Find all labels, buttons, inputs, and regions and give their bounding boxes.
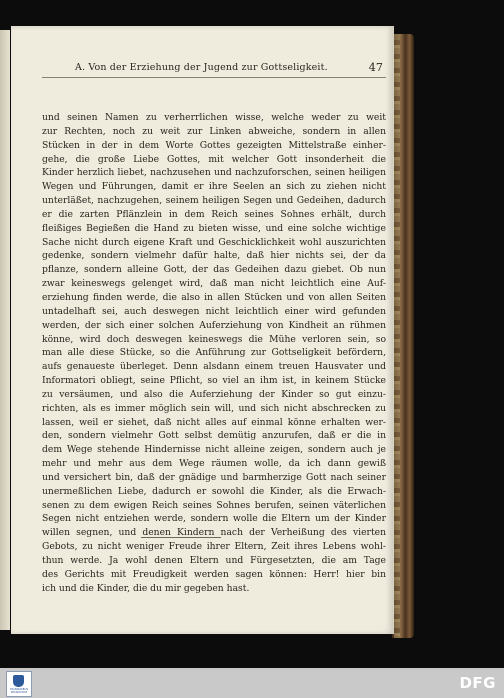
- text-line: er die zarten Pflänzlein in dem Reich seines Sohnes erhält, durch: [42, 208, 386, 220]
- text-line: senen zu dem ewigen Reich seines Sohnes berufen, seinen väterlichen: [42, 499, 386, 511]
- text-line: und versichert bin, daß der gnädige und barmherzige Gott nach seiner: [42, 471, 386, 483]
- text-line: zu versäumen, und also die Auferziehung der Kinder so gut einzu-: [42, 388, 386, 400]
- text-line: Wegen und Führungen, damit er ihre Seelen an sich zu ziehen nicht: [42, 181, 386, 193]
- text-line: gehe, die große Liebe Gottes, mit welcher Gott insonderheit die: [42, 153, 386, 165]
- text-line: erziehung finden werde, die also in allen Stücken und von allen Seiten: [42, 291, 386, 303]
- text-line: könne, wird doch deswegen keineswegs die Mühe verloren sein, so: [42, 333, 386, 345]
- footer-bar: [0, 668, 504, 698]
- text-line: und seinen Namen zu verherrlichen wisse, welche weder zu weit: [42, 112, 386, 123]
- text-line: des Gerichts mit Freudigkeit werden sagen können: Herr! hier bin: [42, 568, 386, 580]
- text-line: untadelhaft sei, auch deswegen nicht leichtlich einer wird gefunden: [42, 305, 386, 317]
- text-line: dem Wege stehende Hindernisse nicht alleine zeigen, sondern auch je: [42, 444, 386, 456]
- body-text: [42, 111, 386, 596]
- text-line: Gebots, zu nicht weniger Freude ihrer Eltern, Zeit ihres Lebens wohl-: [42, 541, 386, 553]
- text-line: fleißiges Begießen die Hand zu bieten wisse, und eine solche wichtige: [42, 222, 386, 234]
- text-line: den, sondern vielmehr Gott selbst demütig anzurufen, daß er die in: [42, 430, 386, 442]
- text-line: Stücken in der in dem Worte Gottes gezeigten Mittelstraße einher-: [42, 139, 386, 151]
- text-line: ich und die Kinder, die du mir gegeben hast.: [42, 582, 250, 594]
- text-line: richten, als es immer möglich sein will, und sich nicht abschrecken zu: [42, 402, 386, 414]
- running-head: [75, 58, 383, 76]
- text-line: Sache nicht durch eigene Kraft und Geschicklichkeit wohl auszurichten: [42, 236, 386, 248]
- spine-band: [394, 34, 400, 638]
- text-line: werden, der sich einer solchen Auferziehung von Kindheit an rühmen: [42, 319, 386, 331]
- text-line: pflanze, sondern alleine Gott, der das Gedeihen dazu giebet. Ob nun: [42, 264, 386, 276]
- closing-rule: [141, 537, 221, 538]
- library-emblem-icon: [13, 675, 24, 687]
- text-line: Kinder herzlich liebet, nachzusehen und nachzuforschen, seinen heiligen: [42, 167, 386, 179]
- text-line: lassen, weil er siehet, daß nicht alles auf einmal könne erhalten wer-: [42, 416, 386, 428]
- page-number: 47: [368, 61, 383, 74]
- text-line: willen segnen, und denen Kindern nach der Verheißung des vierten: [42, 527, 386, 539]
- text-line: Informatori obliegt, seine Pflicht, so viel an ihm ist, in keinem Stücke: [42, 375, 386, 387]
- text-line: zur Rechten, noch zu weit zur Linken abweiche, sondern in allen: [42, 125, 386, 137]
- library-logo-text: TRANSKRIBUS WIKISOURCE: [9, 688, 29, 694]
- dfg-logo[interactable]: DFG: [459, 674, 496, 692]
- text-line: mehr und mehr aus dem Wege räumen wolle, da ich dann gewiß: [42, 458, 386, 470]
- text-line: Segen nicht entziehen werde, sondern wolle die Eltern um der Kinder: [42, 513, 386, 525]
- text-line: unterläßet, nachzugehen, seinem heiligen Segen und Gedeihen, dadurch: [42, 195, 386, 207]
- left-page-edge: [0, 30, 10, 630]
- text-line: gedenke, sondern vielmehr dafür halte, daß hier nichts sei, der da: [42, 250, 386, 262]
- text-line: zwar keineswegs gelenget wird, daß man nicht leichtlich eine Auf-: [42, 278, 386, 290]
- running-title: A. Von der Erziehung der Jugend zur Gottseligkeit.: [75, 62, 328, 73]
- library-logo[interactable]: [6, 671, 32, 697]
- book-page: [11, 26, 393, 634]
- text-line: man alle diese Stücke, so die Anführung zur Gottseligkeit befördern,: [42, 347, 386, 359]
- header-rule: [42, 77, 386, 78]
- text-line: thun werde. Ja wohl denen Eltern und Fürgesetzten, die am Tage: [42, 555, 386, 566]
- text-line: unermeßlichen Liebe, dadurch er sowohl die Kinder, als die Erwach-: [42, 485, 386, 497]
- text-line: aufs genaueste überleget. Denn alsdann einem treuen Hausvater und: [42, 361, 386, 373]
